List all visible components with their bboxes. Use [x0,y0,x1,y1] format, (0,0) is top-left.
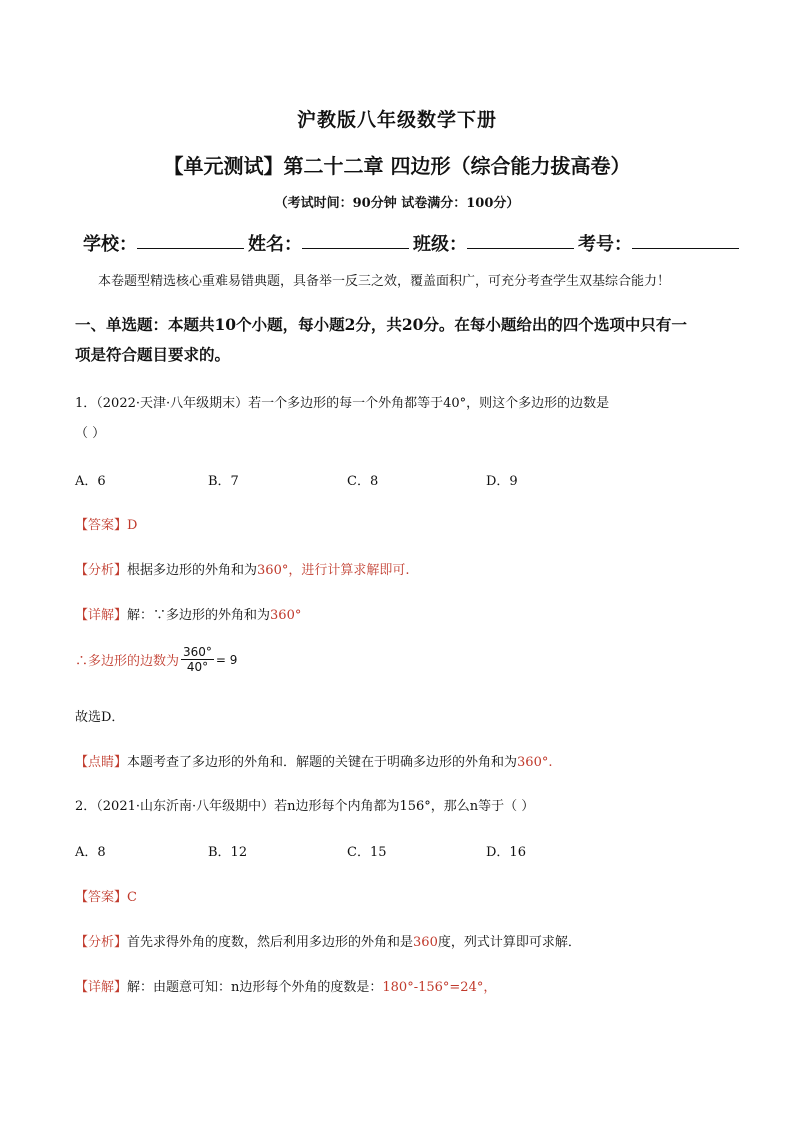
q2-analysis-red: 360 [413,935,438,950]
q2-options [75,841,675,861]
q1-calc-result: = 9 [215,652,238,667]
q1-calc [75,645,237,674]
q2-detail-text: 解：由题意可知：n边形每个外角的度数是： [127,980,383,995]
detail-tag: 【详解】 [75,980,128,995]
q1-fraction-num: 360° [183,645,212,659]
q1-answer-value: D [127,518,138,533]
q1-analysis-red: 360°，进行计算求解即可. [257,563,410,578]
q1-detail-red: 360° [270,608,302,623]
q1-analysis [75,559,409,578]
school-field[interactable] [137,230,244,249]
point-tag: 【点睛】 [75,755,128,770]
q1-stem: 1．（2022·天津·八年级期末）若一个多边形的每一个外角都等于40°，则这个多边形的边数是 [75,396,610,411]
q2-stem: 2．（2021·山东沂南·八年级期中）若n边形每个内角都为156°，那么n等于（ ） [75,799,535,814]
q1-option-c[interactable]: C．8 [347,474,379,489]
subject-title: 沪教版八年级数学下册 [296,109,497,131]
analysis-tag: 【分析】 [75,563,128,578]
analysis-tag: 【分析】 [75,935,128,950]
school-label: 学校： [83,234,137,255]
answer-tag: 【答案】 [75,890,128,905]
q2-option-a[interactable]: A．8 [75,845,106,860]
student-info-row [83,230,743,256]
section-heading-line2: 项是符合题目要求的。 [75,345,231,364]
q1-detail [75,604,301,623]
q1-fraction [181,645,214,674]
q2-analysis-text1: 首先求得外角的度数，然后利用多边形的外角和是 [127,935,414,950]
q1-answer [75,514,137,533]
q2-analysis-text2: 度，列式计算即可求解． [437,935,581,950]
intro-text: 本卷题型精选核心重难易错典题，具备举一反三之效，覆盖面积广，可充分考查学生双基综合能力！ [98,274,671,289]
q1-detail-text: 解：∵多边形的外角和为 [127,608,271,623]
exam-number-field[interactable] [632,230,739,249]
q2-answer [75,886,137,905]
q1-paren: （ ） [75,426,106,441]
q1-fraction-den: 40° [186,660,209,674]
q2-analysis [75,931,581,950]
q1-options [75,470,675,490]
class-field[interactable] [467,230,574,249]
q1-option-b[interactable]: B．7 [208,474,239,489]
q1-option-d[interactable]: D．9 [486,474,518,489]
q2-detail [75,976,496,995]
q1-conclusion: 故选D． [75,710,125,725]
q1-option-a[interactable]: A．6 [75,474,106,489]
answer-tag: 【答案】 [75,518,128,533]
q1-point-red: 360°. [517,755,553,770]
name-field[interactable] [302,230,409,249]
exam-info: （考试时间：90分钟 试卷满分：100分） [274,196,520,211]
exam-title: 【单元测试】第二十二章 四边形（综合能力拔高卷） [163,154,631,178]
detail-tag: 【详解】 [75,608,128,623]
q2-detail-red: 180°-156°=24°， [382,980,497,995]
q2-answer-value: C [127,890,137,905]
q2-option-d[interactable]: D．16 [486,845,526,860]
q2-option-c[interactable]: C．15 [347,845,387,860]
q1-point-text: 本题考查了多边形的外角和．解题的关键在于明确多边形的外角和为 [127,755,518,770]
q1-point [75,751,552,770]
class-label: 班级： [413,234,467,255]
q1-calc-prefix: ∴多边形的边数为 [75,654,180,669]
exam-number-label: 考号： [578,234,632,255]
q2-option-b[interactable]: B．12 [208,845,248,860]
name-label: 姓名： [248,234,302,255]
q1-analysis-text: 根据多边形的外角和为 [127,563,258,578]
section-heading-line1: 一、单选题：本题共10个小题，每小题2分，共20分。在每小题给出的四个选项中只有一 [75,315,687,334]
